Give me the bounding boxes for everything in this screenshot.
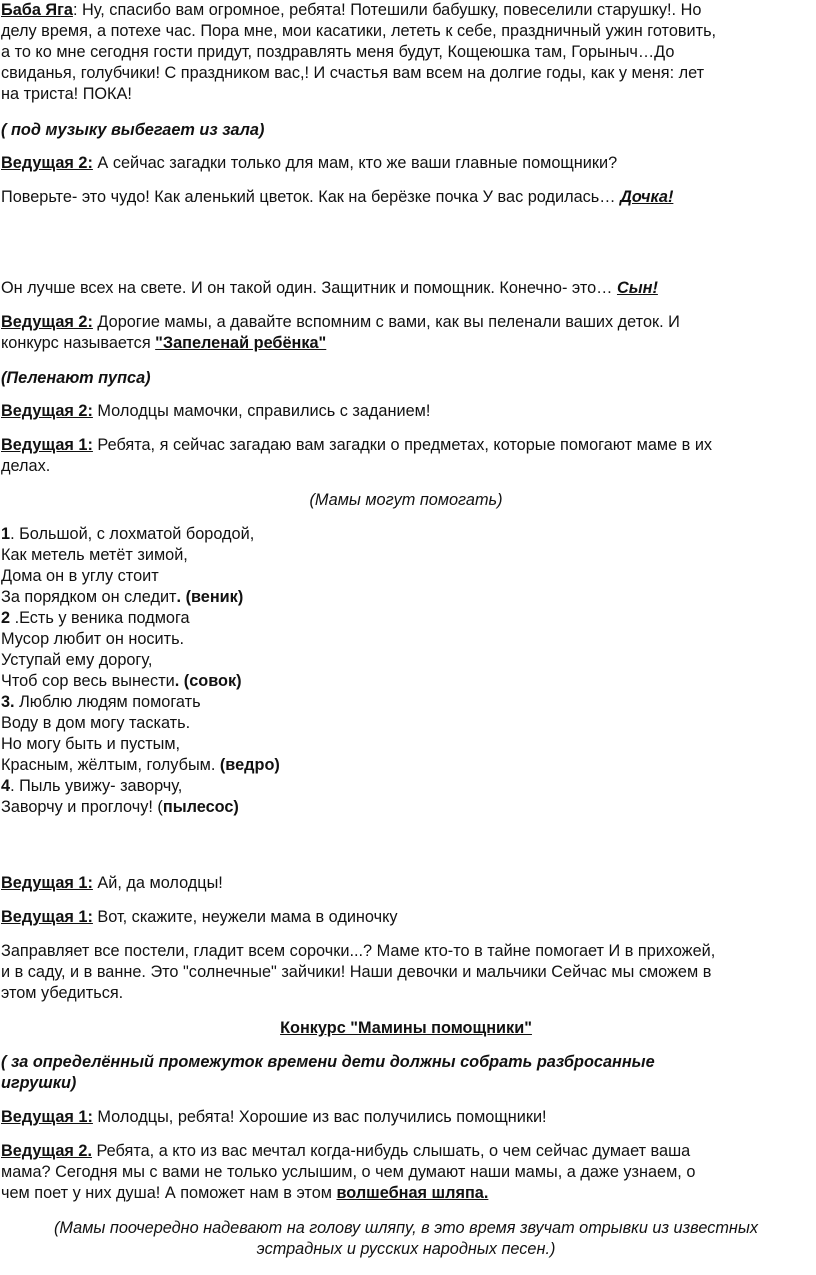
text-line: делах. [1,457,51,475]
riddle-line: Чтоб сор весь вынести [1,672,175,690]
riddle-answer: пылесос) [162,798,239,816]
speaker-label: Ведущая 2: [1,313,93,331]
speaker-label: Баба Яга [1,1,73,19]
text-line: чем поет у них душа! А поможет нам в этом [1,1184,337,1202]
riddle-daughter [1,187,673,208]
speaker-label: Ведущая 1: [1,1108,93,1126]
text-line: Ну, спасибо вам огромное, ребята! Потешили бабушку, повеселили старушку!. Но [77,1,702,19]
paragraph-presenter [1,401,430,422]
paragraph-presenter [1,907,398,928]
colon: : [72,1,78,19]
text-line: ( за определённый промежуток времени дети должны собрать разбросанные [1,1053,655,1071]
riddle-line: . Большой, с лохматой бородой, [10,525,255,543]
riddle-line: Воду в дом могу таскать. [1,714,191,732]
stage-direction [1,1218,811,1260]
riddle-son [1,278,658,299]
text: Поверьте- это чудо! Как аленький цветок. Как на берёзке почка У вас родилась… [1,188,621,206]
paragraph-presenter [1,312,811,354]
riddle-number: 4 [1,777,11,795]
paragraph-presenter [1,153,617,174]
text-line: Ребята, а кто из вас мечтал когда-нибудь слышать, о чем сейчас думает ваша [92,1142,691,1160]
text: Он лучше всех на свете. И он такой один. Защитник и помощник. Конечно- это… [1,279,617,297]
paragraph-presenter [1,1141,811,1204]
riddle-line: Красным, жёлтым, голубым. [1,756,220,774]
text: Молодцы мамочки, справились с заданием! [92,402,431,420]
riddle-line: Как метель метёт зимой, [1,546,188,564]
text: Вот, скажите, неужели мама в одиночку [92,908,398,926]
magic-hat: волшебная шляпа. [336,1184,489,1202]
text-line: а то ко мне сегодня гости придут, поздравлять меня будут, Кощеюшка там, Горыныч…До [1,43,675,61]
text-line: Заправляет все постели, гладит всем сорочки...? Маме кто-то в тайне помогает И в прихожей, [1,942,716,960]
stage-direction: (Мамы могут помогать) [309,491,503,509]
text-line: на триста! ПОКА! [1,85,132,103]
speaker-label: Ведущая 1: [1,874,93,892]
stage-direction [1,1052,811,1094]
riddle-answer: (ведро) [219,756,280,774]
paragraph-presenter [1,1107,547,1128]
text-line: Ребята, я сейчас загадаю вам загадки о предметах, которые помогают маме в их [92,436,713,454]
text-line: этом убедиться. [1,984,124,1002]
text-line: игрушки) [1,1074,77,1092]
riddle-line: Заворчу и проглочу! ( [1,798,163,816]
speaker-label: Ведущая 1: [1,908,93,926]
riddle-line: . Пыль увижу- заворчу, [10,777,183,795]
text-line: делу время, а потехе час. Пора мне, мои касатики, лететь к себе, праздничный ужин готовить, [1,22,717,40]
riddle-number: 2 [1,609,11,627]
text: А сейчас загадки только для мам, кто же ваши главные помощники? [92,154,618,172]
answer: Дочка! [620,188,674,206]
riddle-line: Люблю людям помогать [14,693,201,711]
text-line: (Мамы поочередно надевают на голову шляпу, в это время звучат отрывки из известных [54,1219,758,1237]
contest-name: "Запеленай ребёнка" [155,334,327,352]
text-line: свиданья, голубчики! С праздником вас,! И счастья вам всем на долгие годы, как у меня: лет [1,64,705,82]
speaker-label: Ведущая 2: [1,402,93,420]
text-line: эстрадных и русских народных песен.) [256,1240,556,1258]
text-line: и в саду, и в ванне. Это "солнечные" зайчики! Наши девочки и мальчики Сейчас мы сможем в [1,963,712,981]
text-line: Дорогие мамы, а давайте вспомним с вами, как вы пеленали ваших деток. И [92,313,680,331]
riddle-line: .Есть у веника подмога [10,609,190,627]
riddle-line: За порядком он следит [1,588,177,606]
riddle-line: Уступай ему дорогу, [1,651,153,669]
text: Ай, да молодцы! [92,874,223,892]
riddle-number: 3. [1,693,15,711]
riddle-line: Мусор любит он носить. [1,630,185,648]
riddle-answer: . (совок) [174,672,242,690]
riddle-answer: . (веник) [176,588,244,606]
speaker-label: Ведущая 1: [1,436,93,454]
contest-title: Конкурс "Мамины помощники" [280,1019,532,1037]
stage-direction: ( под музыку выбегает из зала) [1,121,265,139]
speaker-label: Ведущая 2: [1,154,93,172]
text: Молодцы, ребята! Хорошие из вас получились помощники! [92,1108,547,1126]
riddles-block [1,524,811,818]
riddle-line: Но могу быть и пустым, [1,735,181,753]
text-line: конкурс называется [1,334,156,352]
text-line: мама? Сегодня мы с вами не только услышим, о чем думают наши мамы, а даже узнаем, о [1,1163,696,1181]
paragraph-presenter [1,873,223,894]
paragraph-text [1,941,811,1004]
paragraph-presenter [1,435,811,477]
riddle-number: 1 [1,525,11,543]
stage-direction: (Пеленают пупса) [1,369,151,387]
riddle-line: Дома он в углу стоит [1,567,159,585]
answer: Сын! [616,279,658,297]
speaker-label: Ведущая 2. [1,1142,92,1160]
paragraph-baba-yaga [1,0,811,105]
